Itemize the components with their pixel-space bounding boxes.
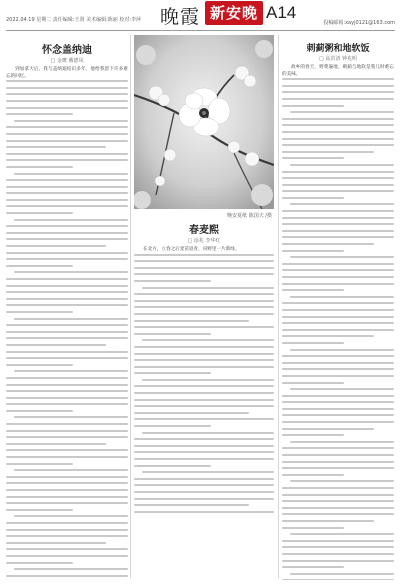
text-line xyxy=(282,197,344,199)
text-line xyxy=(6,278,128,280)
text-line xyxy=(142,432,274,434)
text-line xyxy=(6,225,128,227)
issue-date-line: 2022.04.19 星期二 责任编辑:王贤 美术编辑:陈丽 校对:李萍 xyxy=(6,17,142,23)
text-line xyxy=(134,418,274,420)
text-line xyxy=(6,555,128,557)
text-line xyxy=(6,179,128,181)
text-line xyxy=(6,397,128,399)
text-line xyxy=(282,540,394,542)
text-line xyxy=(134,326,274,328)
text-line xyxy=(6,529,128,531)
text-line xyxy=(282,171,394,173)
text-line xyxy=(14,120,128,122)
text-line xyxy=(6,331,128,333)
left-article-byline: □ 金鹰 戴德凤 xyxy=(50,58,84,64)
text-line xyxy=(282,421,394,423)
text-line xyxy=(6,166,73,168)
text-line xyxy=(282,579,394,580)
text-line xyxy=(290,388,394,390)
text-line xyxy=(282,78,394,80)
text-line xyxy=(282,210,394,212)
text-line xyxy=(282,105,344,107)
text-line xyxy=(134,359,274,361)
text-line xyxy=(282,434,344,436)
text-line xyxy=(282,118,394,120)
text-line xyxy=(282,289,344,291)
text-line xyxy=(282,98,394,100)
text-line xyxy=(134,405,274,407)
text-line xyxy=(134,498,274,500)
text-line xyxy=(6,304,128,306)
text-line xyxy=(282,124,394,126)
text-line xyxy=(282,527,344,529)
text-line xyxy=(290,441,394,443)
middle-article-text xyxy=(134,221,274,517)
text-line xyxy=(14,271,128,273)
text-line xyxy=(282,401,394,403)
text-line xyxy=(6,291,128,293)
text-line xyxy=(6,522,128,524)
text-line xyxy=(6,548,128,550)
text-line xyxy=(134,385,274,387)
text-line xyxy=(282,144,394,146)
text-line xyxy=(134,333,211,335)
text-line xyxy=(282,507,394,509)
text-line xyxy=(290,164,394,166)
text-line xyxy=(6,337,128,339)
text-line xyxy=(282,223,394,225)
text-line xyxy=(6,146,106,148)
text-line xyxy=(6,192,128,194)
text-line xyxy=(6,140,128,142)
text-line xyxy=(282,560,394,562)
text-line xyxy=(134,425,211,427)
text-line xyxy=(6,463,73,465)
text-line xyxy=(290,256,394,258)
left-article-headline: 怀念盖纳迪 xyxy=(42,45,92,56)
text-line xyxy=(282,177,394,179)
text-line xyxy=(6,377,128,379)
right-article-body xyxy=(282,78,394,580)
text-line xyxy=(142,287,274,289)
right-article-headline: 刺蓟粥和地软饭 xyxy=(306,44,370,54)
text-line xyxy=(6,449,128,451)
text-line xyxy=(282,138,394,140)
text-line xyxy=(282,91,394,93)
text-line xyxy=(6,575,128,577)
text-line xyxy=(282,487,394,489)
text-line xyxy=(134,511,274,513)
text-line xyxy=(282,500,394,502)
text-line xyxy=(282,355,394,357)
text-line xyxy=(134,353,274,355)
text-line xyxy=(6,107,128,109)
text-line xyxy=(134,412,249,414)
text-line xyxy=(14,219,128,221)
text-line xyxy=(6,430,128,432)
text-line xyxy=(134,254,274,256)
text-line xyxy=(6,159,128,161)
text-line xyxy=(6,410,73,412)
middle-article-lead: 在北方，立春之后麦苗返青，田野里一片新绿。 xyxy=(143,247,240,252)
text-line xyxy=(6,133,128,135)
text-line xyxy=(6,265,73,267)
middle-article-body xyxy=(134,254,274,513)
masthead-rule xyxy=(6,30,395,31)
text-line xyxy=(6,87,128,89)
text-line xyxy=(282,309,394,311)
text-line xyxy=(282,85,394,87)
text-line xyxy=(282,461,394,463)
text-line xyxy=(282,368,394,370)
text-line xyxy=(6,298,128,300)
middle-article[interactable] xyxy=(134,35,274,580)
text-line xyxy=(282,454,394,456)
text-line xyxy=(6,436,128,438)
text-line xyxy=(6,364,73,366)
text-line xyxy=(6,245,106,247)
text-line xyxy=(134,260,274,262)
text-line xyxy=(6,80,128,82)
text-line xyxy=(6,186,128,188)
text-line xyxy=(134,320,249,322)
text-line xyxy=(134,293,274,295)
text-line xyxy=(14,568,128,570)
text-line xyxy=(134,372,211,374)
text-line xyxy=(6,238,128,240)
text-line xyxy=(6,344,106,346)
text-line xyxy=(134,280,211,282)
text-line xyxy=(282,276,394,278)
text-line xyxy=(6,324,128,326)
text-line xyxy=(6,542,106,544)
text-line xyxy=(134,273,274,275)
text-line xyxy=(282,382,344,384)
text-line xyxy=(134,313,274,315)
text-line xyxy=(6,351,128,353)
text-line xyxy=(282,342,344,344)
submission-email: 投稿邮箱:xayj0121@163.com xyxy=(323,20,395,26)
text-line xyxy=(282,513,394,515)
text-line xyxy=(282,474,344,476)
text-line xyxy=(134,504,249,506)
cherry-blossom-photo[interactable] xyxy=(134,35,274,209)
text-line xyxy=(6,489,128,491)
text-line xyxy=(6,113,73,115)
text-line xyxy=(134,458,274,460)
text-line xyxy=(282,375,394,377)
text-line xyxy=(282,269,394,271)
text-line xyxy=(290,573,394,575)
text-line xyxy=(290,111,394,113)
text-line xyxy=(6,232,128,234)
text-line xyxy=(6,476,128,478)
text-line xyxy=(290,296,394,298)
text-line xyxy=(6,126,128,128)
section-title: 晚霞 xyxy=(160,6,201,28)
text-line xyxy=(14,173,128,175)
text-line xyxy=(14,370,128,372)
text-line xyxy=(6,456,128,458)
text-line xyxy=(134,300,274,302)
text-line xyxy=(282,184,394,186)
text-line xyxy=(6,212,73,214)
text-line xyxy=(14,469,128,471)
text-line xyxy=(282,329,394,331)
text-line xyxy=(282,250,344,252)
text-line xyxy=(6,502,128,504)
text-line xyxy=(134,346,274,348)
text-line xyxy=(282,243,374,245)
text-line xyxy=(282,362,394,364)
text-line xyxy=(290,533,394,535)
text-line xyxy=(6,423,128,425)
text-line xyxy=(282,447,394,449)
text-line xyxy=(134,366,274,368)
text-line xyxy=(282,316,394,318)
text-line xyxy=(6,252,128,254)
text-line xyxy=(6,496,128,498)
text-line xyxy=(282,151,374,153)
text-line xyxy=(290,349,394,351)
text-line xyxy=(6,153,128,155)
text-line xyxy=(6,311,73,313)
photo-caption: 晚安夏纸 陈国夫 /摄 xyxy=(227,213,272,219)
text-line xyxy=(134,438,274,440)
page-code: A14 xyxy=(266,3,297,22)
text-line xyxy=(6,205,128,207)
text-line xyxy=(282,236,394,238)
column-divider xyxy=(130,35,131,578)
text-line xyxy=(134,465,211,467)
left-article[interactable] xyxy=(6,35,128,580)
text-line xyxy=(6,258,128,260)
text-line xyxy=(282,335,374,337)
text-line xyxy=(142,339,274,341)
text-line xyxy=(282,428,374,430)
text-line xyxy=(282,263,394,265)
newspaper-logo: 新安晚 xyxy=(205,1,263,25)
text-line xyxy=(134,445,274,447)
text-line xyxy=(282,322,394,324)
text-line xyxy=(6,93,128,95)
text-line xyxy=(282,546,394,548)
text-line xyxy=(282,414,394,416)
text-line xyxy=(6,357,128,359)
text-line xyxy=(6,443,106,445)
text-line xyxy=(282,467,394,469)
text-line xyxy=(134,451,274,453)
text-line xyxy=(282,157,344,159)
text-line xyxy=(282,494,394,496)
text-line xyxy=(6,535,128,537)
text-line xyxy=(6,384,128,386)
text-line xyxy=(6,390,128,392)
text-line xyxy=(282,395,394,397)
text-line xyxy=(282,520,374,522)
text-line xyxy=(290,203,394,205)
middle-article-headline: 春麦熙 xyxy=(189,225,219,236)
text-line xyxy=(142,471,274,473)
text-line xyxy=(6,285,128,287)
text-line xyxy=(6,403,128,405)
text-line xyxy=(282,302,394,304)
left-article-lead: 到加拿大后，我与盖纳迪结识多年，他给我留下许多难忘的回忆。 xyxy=(6,67,128,79)
text-line xyxy=(282,217,394,219)
right-article-byline: □ 高洪清 钟兆明 xyxy=(319,56,357,62)
text-line xyxy=(6,562,73,564)
blossom-photo-graphic xyxy=(134,35,274,209)
text-line xyxy=(282,408,394,410)
text-line xyxy=(282,553,394,555)
text-line xyxy=(6,482,128,484)
text-line xyxy=(134,491,274,493)
text-line xyxy=(6,199,128,201)
text-line xyxy=(14,515,128,517)
text-line xyxy=(134,484,274,486)
text-line xyxy=(14,416,128,418)
text-line xyxy=(134,306,274,308)
text-line xyxy=(6,509,73,511)
left-article-body xyxy=(6,80,128,577)
text-line xyxy=(134,267,274,269)
column-divider xyxy=(278,35,279,578)
right-article-lead: 故乡的春天，野菜遍地，刺蓟与地软是我儿时难忘的美味。 xyxy=(282,65,394,77)
text-line xyxy=(282,230,394,232)
text-line xyxy=(282,283,394,285)
middle-article-byline: □ 涂兆 李华红 xyxy=(187,238,221,244)
text-line xyxy=(14,318,128,320)
text-line xyxy=(134,399,274,401)
text-line xyxy=(134,478,274,480)
right-article[interactable] xyxy=(282,35,394,580)
text-line xyxy=(282,566,344,568)
text-line xyxy=(6,100,128,102)
text-line xyxy=(134,392,274,394)
text-line xyxy=(290,480,394,482)
text-line xyxy=(142,379,274,381)
masthead xyxy=(0,0,401,36)
text-line xyxy=(282,190,394,192)
text-line xyxy=(282,131,394,133)
